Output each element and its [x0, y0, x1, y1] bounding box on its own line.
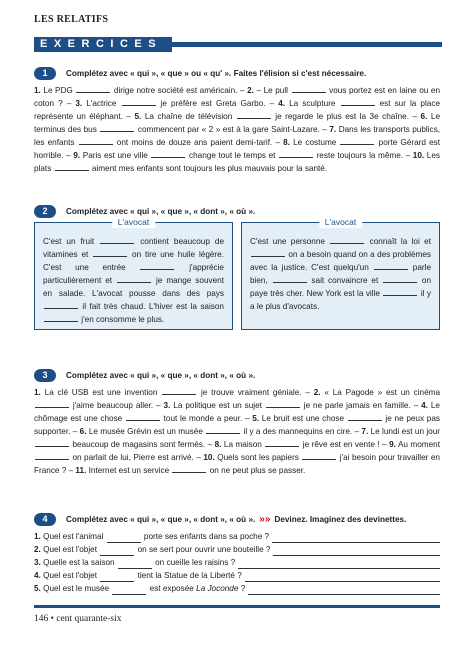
answer-blank[interactable] — [100, 573, 134, 582]
answer-blank[interactable] — [374, 261, 408, 270]
text-segment: Le musée Grévin est un musée — [86, 427, 206, 436]
panel-title: L'avocat — [319, 217, 362, 228]
text-segment: porte ses enfants dans sa poche ? — [141, 532, 270, 541]
answer-line[interactable] — [273, 547, 440, 556]
answer-blank[interactable] — [330, 235, 364, 244]
text-segment: j'apprécie particulièrement et — [43, 263, 224, 285]
text-segment: on parlait de lui, Pierre est arrivé. – — [70, 453, 204, 462]
text-segment: il y a le plus d'avocats. — [250, 289, 432, 311]
answer-blank[interactable] — [266, 399, 300, 408]
text-segment: – Le pull — [253, 86, 291, 95]
answer-blank[interactable] — [292, 84, 326, 93]
item-number: 11. — [75, 466, 87, 475]
text-segment: on se sert pour ouvrir une bouteille ? — [135, 545, 271, 554]
riddle-item — [34, 582, 440, 595]
answer-blank[interactable] — [100, 235, 134, 244]
text-segment: C'est un fruit — [43, 237, 100, 246]
answer-blank[interactable] — [44, 300, 78, 309]
item-number: 2. — [313, 388, 321, 397]
text-segment: tient la Statue de la Liberté ? — [135, 571, 242, 580]
exercise-3 — [34, 368, 440, 477]
answer-blank[interactable] — [340, 136, 374, 145]
text-segment: ? — [238, 584, 246, 593]
avocat-fruit-panel — [34, 217, 233, 330]
text-segment: Le costume — [289, 138, 340, 147]
text-segment: Quel est l'objet — [43, 571, 100, 580]
text-segment: on cueille les raisins ? — [152, 558, 236, 567]
item-number: 4. — [421, 401, 428, 410]
answer-blank[interactable] — [100, 547, 134, 556]
text-segment: La sculpture — [285, 99, 340, 108]
answer-blank[interactable] — [279, 149, 313, 158]
answer-blank[interactable] — [93, 248, 127, 257]
riddle-list — [34, 530, 440, 595]
exercise-4 — [34, 512, 440, 595]
answer-blank[interactable] — [122, 97, 156, 106]
item-number: 3. — [75, 99, 83, 108]
item-number: 8. — [214, 440, 222, 449]
text-segment: Le PDG — [43, 86, 76, 95]
text-segment: Internet est un service — [86, 466, 172, 475]
answer-blank[interactable] — [237, 110, 271, 119]
exercise-instruction: Complétez avec « qui », « que », « dont », « où ». — [66, 206, 256, 216]
chapter-title: LES RELATIFS — [34, 14, 109, 25]
answer-blank[interactable] — [265, 438, 299, 447]
panel-text — [43, 235, 224, 326]
text-segment: il fait très chaud. L'hiver est la saison — [79, 302, 224, 311]
item-number: 9. — [389, 440, 396, 449]
item-number: 1. — [34, 86, 44, 95]
text-segment: je préfère est Greta Garbo. – — [156, 99, 279, 108]
item-number: 1. — [34, 388, 41, 397]
item-number: 9. — [73, 151, 81, 160]
exercise-2 — [34, 204, 440, 330]
text-segment: Dans les transports publics, les enfants — [34, 125, 441, 147]
answer-blank[interactable] — [55, 162, 89, 171]
text-segment: change tout le temps et — [186, 151, 278, 160]
exercise-1 — [34, 66, 440, 175]
text-segment: je trouve vraiment géniale. – — [197, 388, 314, 397]
answer-blank[interactable] — [206, 425, 240, 434]
banner-rule — [172, 42, 442, 47]
answer-blank[interactable] — [35, 438, 69, 447]
riddle-item — [34, 543, 440, 556]
text-segment: j'ai besoin pour travailler en France ? – — [34, 453, 440, 475]
item-number: 6. — [79, 427, 87, 436]
answer-blank[interactable] — [76, 84, 110, 93]
text-segment: on a besoin quand on a des problèmes avec la justice. C'est quelqu'un — [250, 250, 431, 272]
text-segment: je ne parle jamais en famille. – — [300, 401, 422, 410]
exercise-1-text — [34, 84, 440, 175]
panel-text — [250, 235, 431, 313]
text-segment: ont moins de douze ans paient demi-tarif. – — [113, 138, 284, 147]
text-segment: parle bien, — [250, 263, 431, 285]
item-number: 4. — [34, 571, 44, 580]
text-segment: on tire une huile légère. C'est une entrée — [43, 250, 224, 272]
text-segment: vous portez est en laine ou en coton ? – — [34, 86, 440, 108]
panel-title: L'avocat — [112, 217, 155, 228]
text-segment: j'en consomme le plus. — [79, 315, 165, 324]
text-segment: dirige notre société est américain. – — [111, 86, 248, 95]
text-segment: Quelle est la saison — [43, 558, 117, 567]
text-segment: beaucoup de magasins sont fermés. – — [70, 440, 215, 449]
item-number: 1. — [34, 532, 44, 541]
text-segment: Quel est l'objet — [43, 545, 100, 554]
answer-line[interactable] — [245, 573, 440, 582]
item-number: 5. — [252, 414, 260, 423]
exercise-instruction-2: Devinez. Imaginez des devinettes. — [274, 514, 407, 524]
answer-blank[interactable] — [162, 386, 196, 395]
item-number: 3. — [163, 401, 171, 410]
text-segment: L'actrice — [82, 99, 121, 108]
text-segment: Au moment — [395, 440, 440, 449]
answer-blank[interactable] — [44, 313, 78, 322]
answer-line[interactable] — [248, 586, 440, 595]
text-segment: Paris est une ville — [80, 151, 151, 160]
answer-blank[interactable] — [107, 534, 141, 543]
text-segment: on ne peut plus se passer. — [207, 466, 306, 475]
text-segment: Le bruit est une chose — [259, 414, 347, 423]
answer-blank[interactable] — [118, 560, 152, 569]
answer-blank[interactable] — [112, 586, 146, 595]
answer-line[interactable] — [272, 534, 440, 543]
exercise-number-badge: 3 — [34, 369, 56, 382]
item-number: 10. — [203, 453, 215, 462]
item-number: 2. — [34, 545, 44, 554]
answer-blank[interactable] — [151, 149, 185, 158]
exercise-3-text — [34, 386, 440, 477]
text-segment: sait convaincre et — [307, 276, 383, 285]
text-segment: je rêve est en vente ! – — [300, 440, 390, 449]
answer-blank[interactable] — [383, 287, 417, 296]
artwork-title: La Joconde — [196, 584, 239, 593]
text-segment: Quels sont les papiers — [214, 453, 302, 462]
item-number: 6. — [420, 112, 428, 121]
answer-blank[interactable] — [348, 412, 382, 421]
text-segment: est sur la place représente un éléphant. – — [34, 99, 440, 121]
exercises-banner: EXERCICES — [34, 37, 172, 52]
answer-blank[interactable] — [273, 274, 307, 283]
text-segment: tout le monde a peur. – — [160, 414, 253, 423]
text-segment: contient beaucoup de vitamines et — [43, 237, 224, 259]
text-segment: j'aime beaucoup aller. – — [70, 401, 164, 410]
item-number: 2. — [247, 86, 254, 95]
riddle-item — [34, 569, 440, 582]
answer-blank[interactable] — [117, 274, 151, 283]
answer-blank[interactable] — [140, 261, 174, 270]
answer-blank[interactable] — [35, 451, 69, 460]
arrows-icon: »» — [259, 513, 271, 525]
answer-line[interactable] — [238, 560, 440, 569]
answer-blank[interactable] — [302, 451, 336, 460]
text-segment: C'est une personne — [250, 237, 330, 246]
text-segment: Quel est le musée — [43, 584, 112, 593]
item-number: 4. — [278, 99, 286, 108]
footer-rule — [34, 605, 440, 608]
item-number: 8. — [283, 138, 290, 147]
text-segment: on paye très cher. New York est la ville — [250, 276, 432, 298]
answer-blank[interactable] — [100, 123, 134, 132]
exercise-number-badge: 1 — [34, 67, 56, 80]
exercise-instruction: Complétez avec « qui », « que » ou « qu' ». Faites l'élision si c'est nécessaire. — [66, 68, 367, 78]
text-segment: La maison — [221, 440, 265, 449]
text-segment: reste toujours la même. – — [313, 151, 413, 160]
answer-blank[interactable] — [35, 399, 69, 408]
text-segment: commencent par « 2 » est à la gare Saint-Lazare. – — [135, 125, 330, 134]
text-segment: je mange souvent en salade. L'avocat pousse dans des pays — [43, 276, 224, 298]
text-segment: connaît la loi et — [365, 237, 431, 246]
answer-blank[interactable] — [341, 97, 375, 106]
riddle-item — [34, 556, 440, 569]
text-segment: Le chômage est une chose — [34, 401, 440, 423]
text-segment: Le terminus des bus — [34, 112, 440, 134]
item-number: 10. — [412, 151, 425, 160]
riddle-item — [34, 530, 440, 543]
exercise-instruction: Complétez avec « qui », « que », « dont », « où ». — [66, 514, 256, 524]
answer-blank[interactable] — [172, 464, 206, 473]
item-number: 7. — [361, 427, 369, 436]
answer-blank[interactable] — [383, 274, 417, 283]
answer-blank[interactable] — [126, 412, 160, 421]
item-number: 5. — [134, 112, 142, 121]
page-number: 146 • cent quarante-six — [34, 614, 122, 624]
text-segment: je ne peux pas supporter. – — [34, 414, 440, 436]
text-segment: « La Pagode » est un cinéma — [320, 388, 440, 397]
text-segment: je regarde le plus est la 3e chaîne. – — [271, 112, 421, 121]
text-segment: est exposée — [147, 584, 197, 593]
text-segment: La chaîne de télévision — [141, 112, 236, 121]
exercise-number-badge: 4 — [34, 513, 56, 526]
text-segment: porte Gérard est horrible. – — [34, 138, 441, 160]
exercise-instruction: Complétez avec « qui », « que », « dont », « où ». — [66, 370, 256, 380]
text-segment: Le lundi est un jour — [368, 427, 440, 436]
avocat-lawyer-panel — [241, 217, 440, 330]
text-segment: La clé USB est une invention — [40, 388, 162, 397]
item-number: 7. — [329, 125, 337, 134]
text-segment: Les plats — [34, 151, 440, 173]
item-number: 5. — [34, 584, 44, 593]
item-number: 3. — [34, 558, 44, 567]
text-segment: il y a des mannequins en cire. – — [241, 427, 362, 436]
text-segment: La politique est un sujet — [170, 401, 265, 410]
text-segment: Quel est l'animal — [43, 532, 106, 541]
answer-blank[interactable] — [251, 248, 285, 257]
text-segment: aiment mes enfants sont toujours les plus mauvais pour la santé. — [89, 164, 328, 173]
exercise-number-badge: 2 — [34, 205, 56, 218]
answer-blank[interactable] — [79, 136, 113, 145]
